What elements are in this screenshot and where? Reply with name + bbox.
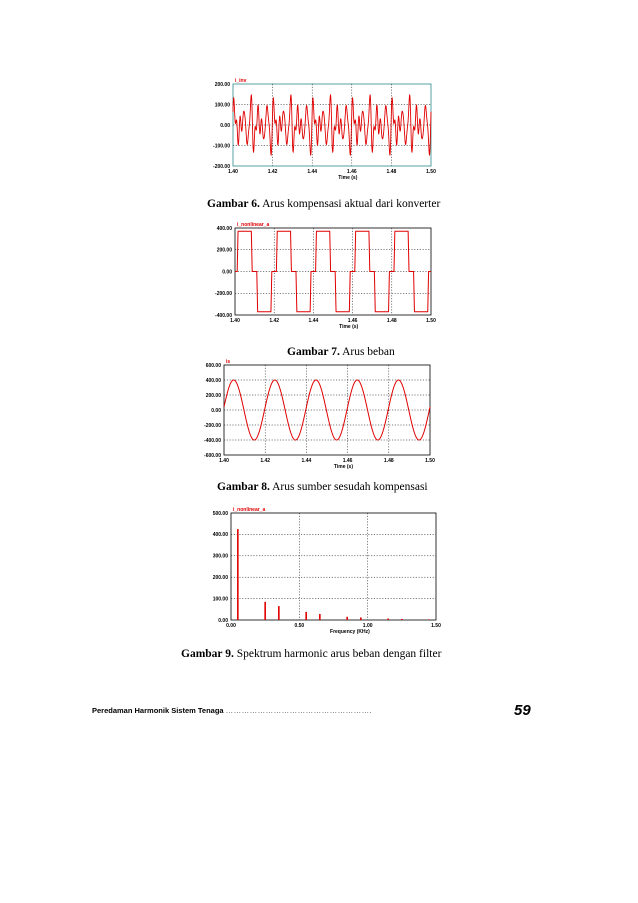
spectrum-bar <box>387 619 389 620</box>
y-tick-label: 400.00 <box>212 532 228 539</box>
y-tick-label: -100.00 <box>213 143 230 150</box>
spectrum-bar <box>346 617 348 620</box>
figure-6 <box>205 72 435 187</box>
spectrum-bar <box>264 602 266 620</box>
caption-label: Gambar 8. <box>217 481 270 493</box>
y-tick-label: 400.00 <box>216 225 232 232</box>
figure-9 <box>206 501 440 641</box>
x-tick-label: 0.00 <box>226 623 236 629</box>
series-name: i_inv <box>235 78 247 84</box>
caption-text: Arus beban <box>339 346 395 358</box>
caption-figure-6 <box>207 198 440 210</box>
x-axis-label: Time (s) <box>333 464 354 470</box>
x-axis-label: Frequency (KHz) <box>330 629 370 635</box>
caption-text: Arus kompensasi aktual dari konverter <box>259 198 441 210</box>
y-tick-label: 0.00 <box>222 269 232 276</box>
y-tick-label: 200.00 <box>216 247 232 254</box>
x-tick-label: 1.46 <box>347 318 358 324</box>
figure-8 <box>202 356 436 472</box>
spectrum-bar <box>428 619 430 620</box>
spectrum-bar <box>360 617 362 620</box>
caption-text: Spektrum harmonic arus beban dengan filter <box>233 648 442 660</box>
footer-dot-leader: ………………………………………………. <box>225 706 373 715</box>
y-tick-label: 0.00 <box>218 617 228 624</box>
y-tick-label: 200.00 <box>205 392 221 399</box>
caption-label: Gambar 6. <box>207 198 260 210</box>
x-tick-label: 1.40 <box>230 318 240 324</box>
chart-source-current <box>202 356 436 472</box>
running-footer <box>92 706 372 715</box>
x-tick-label: 1.40 <box>228 169 238 175</box>
caption-label: Gambar 7. <box>287 346 340 358</box>
y-tick-label: -200.00 <box>213 163 230 170</box>
y-tick-label: 0.00 <box>220 122 230 129</box>
spectrum-bar <box>401 619 403 620</box>
x-axis-label: Time (s) <box>338 175 358 181</box>
series-name: is <box>226 359 231 365</box>
x-tick-label: 1.42 <box>269 318 280 324</box>
x-tick-label: 1.44 <box>308 318 319 324</box>
series-name: i_nonlinear_a <box>233 507 266 513</box>
y-tick-label: -600.00 <box>204 452 221 459</box>
y-tick-label: 100.00 <box>212 596 228 603</box>
chart-load-current <box>205 216 437 332</box>
y-tick-label: 200.00 <box>212 575 228 581</box>
x-tick-label: 1.44 <box>307 169 318 175</box>
y-tick-label: -200.00 <box>215 291 232 298</box>
y-tick-label: 100.00 <box>214 102 230 109</box>
page-number: 59 <box>514 702 531 719</box>
x-tick-label: 1.42 <box>260 458 271 464</box>
x-tick-label: 1.40 <box>219 458 229 464</box>
x-tick-label: 1.00 <box>362 623 373 629</box>
y-tick-label: 200.00 <box>214 81 230 88</box>
chart-compensating-current <box>205 72 435 187</box>
x-tick-label: 1.48 <box>386 169 397 175</box>
x-tick-label: 1.50 <box>425 458 435 464</box>
caption-figure-9 <box>181 648 441 660</box>
y-tick-label: 300.00 <box>212 553 228 560</box>
spectrum-bar <box>305 612 307 620</box>
footer-title: Peredaman Harmonik Sistem Tenaga <box>92 706 224 715</box>
y-tick-label: 600.00 <box>205 362 221 369</box>
caption-text: Arus sumber sesudah kompensasi <box>269 481 428 493</box>
spectrum-bar <box>319 614 321 620</box>
x-tick-label: 1.42 <box>267 169 278 175</box>
x-axis-label: Time (s) <box>339 324 359 330</box>
x-tick-label: 1.50 <box>426 169 436 175</box>
y-tick-label: -400.00 <box>204 437 221 444</box>
x-tick-label: 0.50 <box>294 623 305 629</box>
figure-7 <box>205 216 437 332</box>
x-tick-label: 1.48 <box>386 318 397 324</box>
x-tick-label: 1.46 <box>342 458 353 464</box>
plot-frame <box>231 513 436 620</box>
y-tick-label: -200.00 <box>204 422 221 429</box>
caption-label: Gambar 9. <box>181 648 234 660</box>
y-tick-label: 0.00 <box>211 407 221 414</box>
x-tick-label: 1.48 <box>383 458 394 464</box>
x-tick-label: 1.44 <box>301 458 312 464</box>
y-tick-label: 500.00 <box>212 510 228 517</box>
x-tick-label: 1.46 <box>346 169 357 175</box>
chart-harmonic-spectrum <box>206 501 440 641</box>
caption-figure-8 <box>217 481 428 493</box>
x-tick-label: 1.50 <box>426 318 436 324</box>
y-tick-label: -400.00 <box>215 312 232 319</box>
x-tick-label: 1.50 <box>431 623 441 629</box>
series-name: i_nonlinear_a <box>237 222 270 228</box>
spectrum-bar <box>237 529 239 620</box>
y-tick-label: 400.00 <box>205 377 221 384</box>
spectrum-bar <box>278 606 280 620</box>
